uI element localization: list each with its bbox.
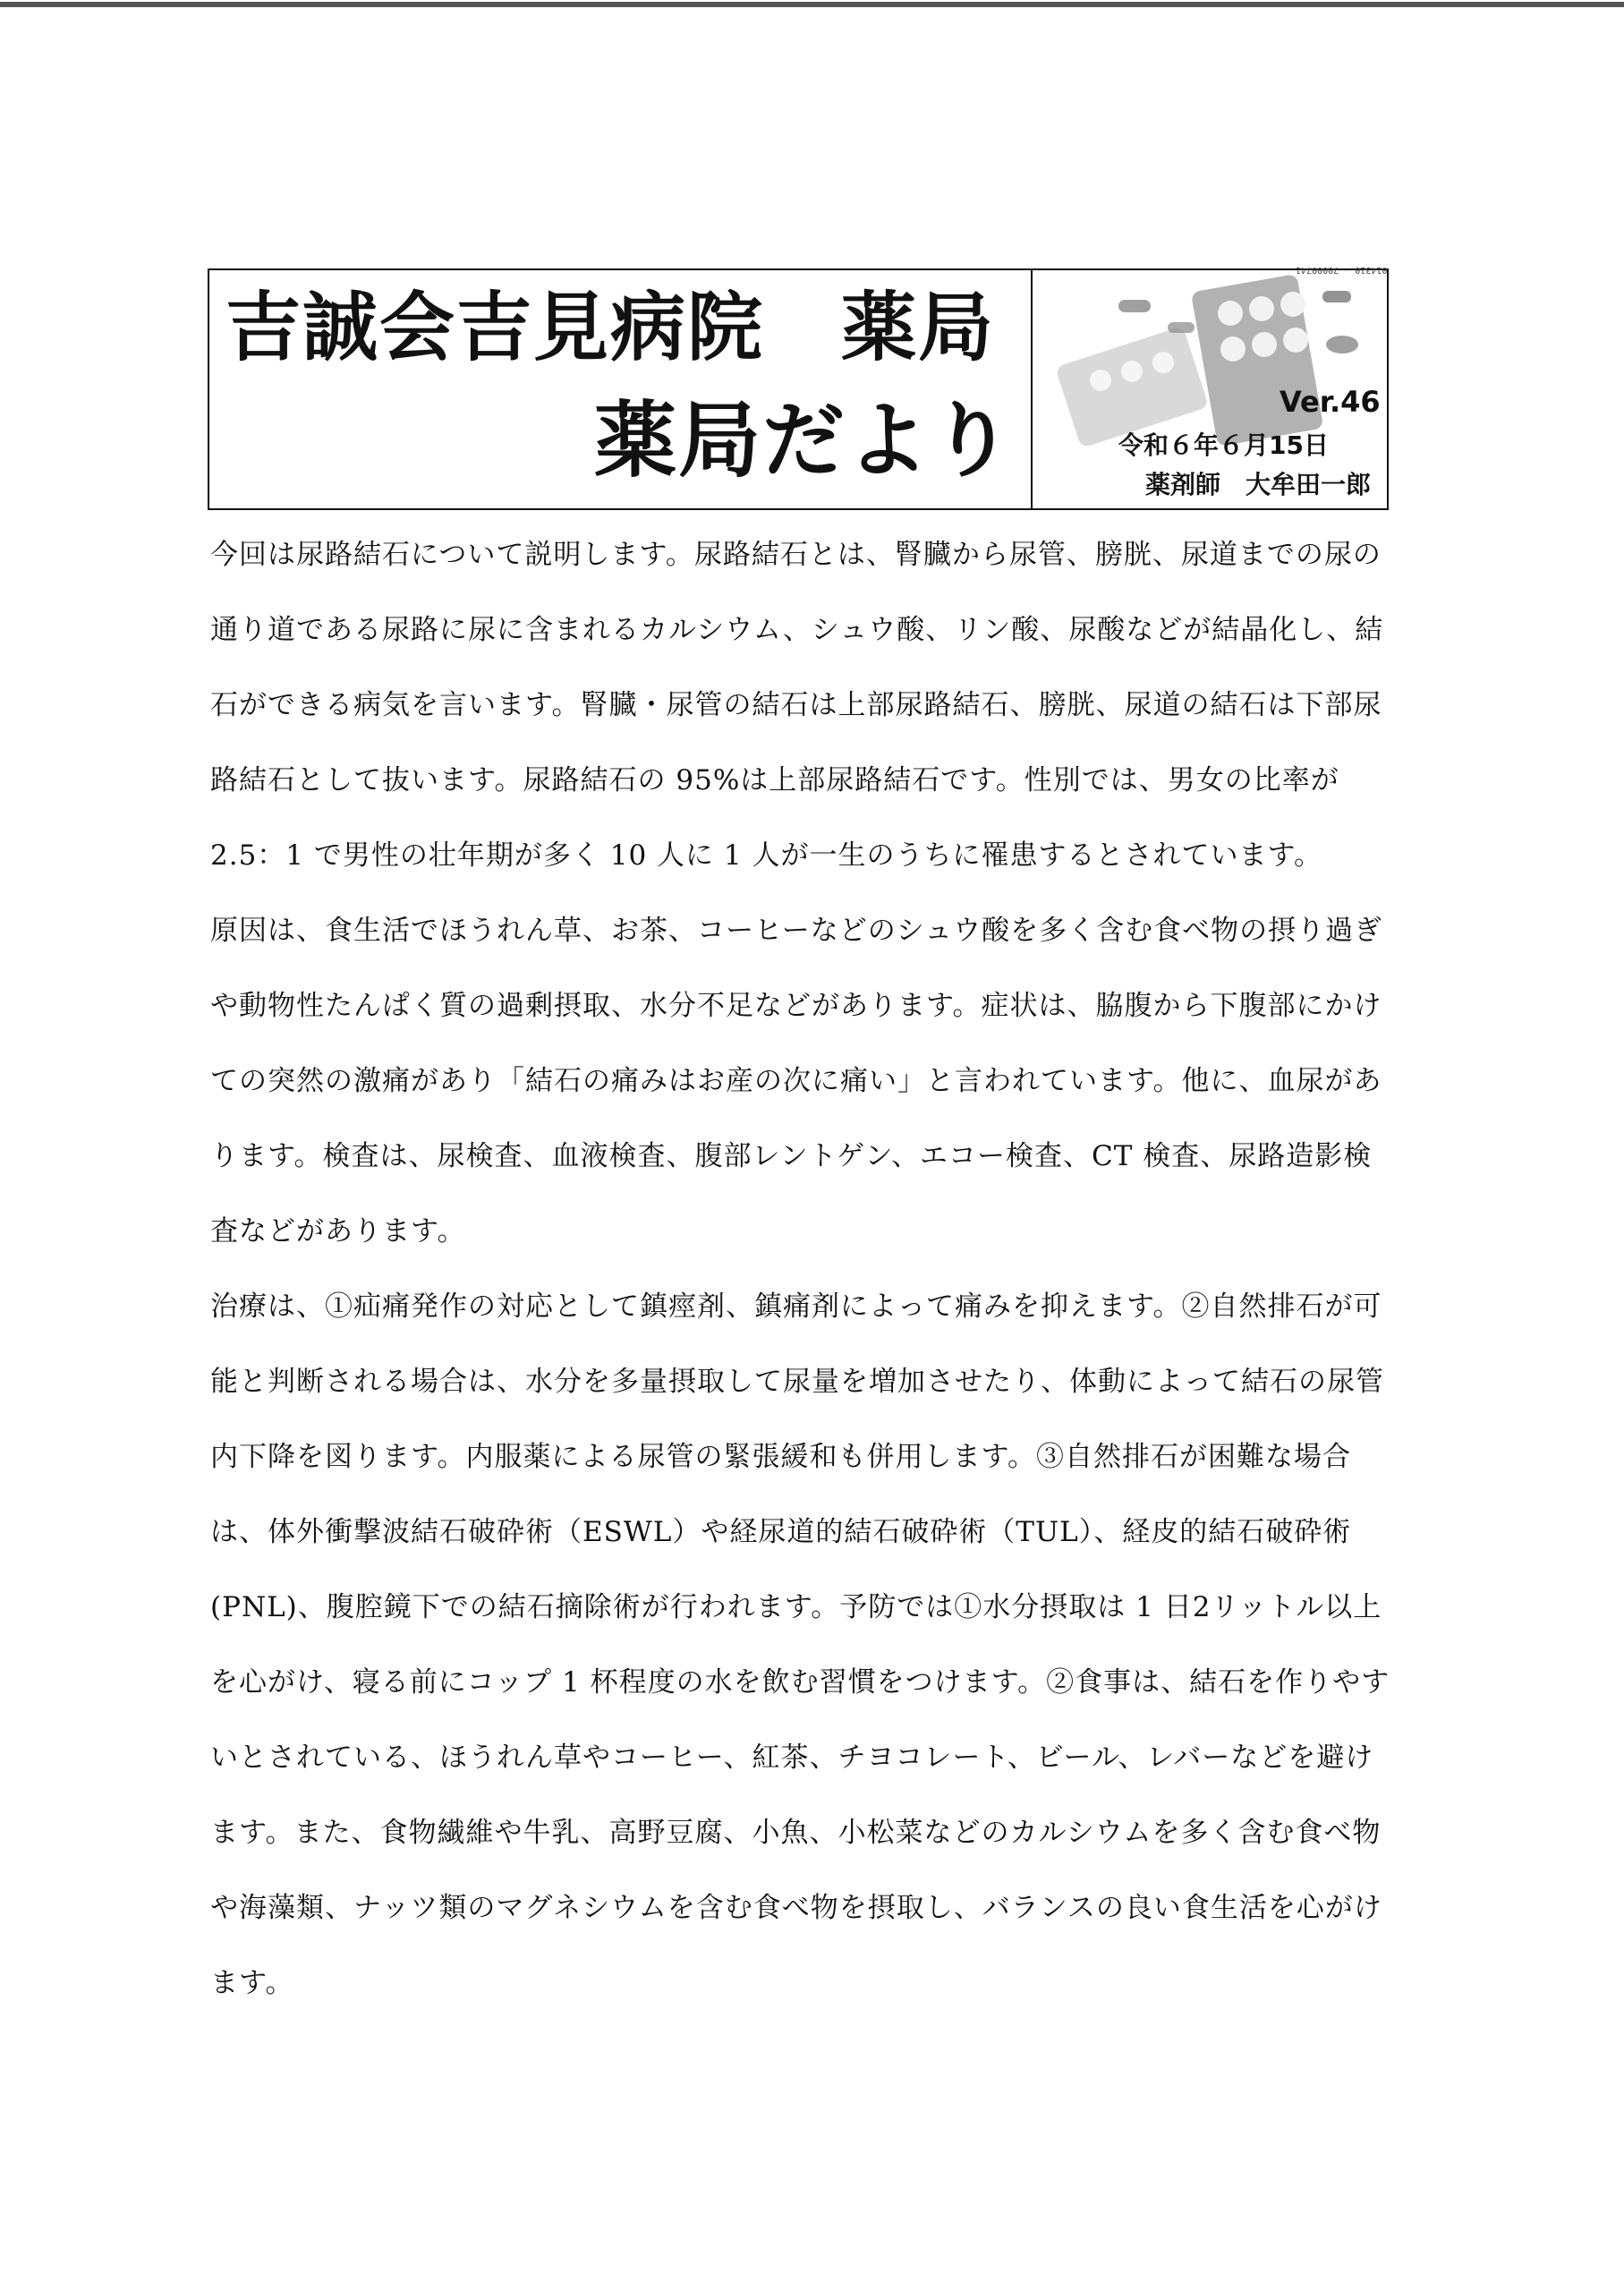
blister-pack-center bbox=[1191, 274, 1324, 447]
scan-tracking-code: 014310 - 70000741 bbox=[1296, 265, 1388, 275]
article-body bbox=[210, 517, 1400, 2021]
paragraph-treatment: 治療は、①疝痛発作の対応として鎮痙剤、鎮痛剤によって痛みを抑えます。②自然排石が可能と判断される場合は、水分を多量摂取して尿量を増加させたり、体動によって結石の尿管内下降を図ります。内服薬による尿管の緊張緩和も併用します。③自然排石が困難な場合は、体外衝撃波結石破砕術（ESWL）や経尿道的結石破砕術（TUL）、経皮的結石破砕術(PNL)、腹腔鏡下での結石摘除術が行われます。予防では①水分摂取は 1 日2リットル以上を心がけ、寝る前にコップ 1 杯程度の水を飲む習慣をつけます。②食事は、結石を作りやすいとされている、ほうれん草やコーヒー、紅茶、チヨコレート、ビール、レバーなどを避けます。また、食物繊維や牛乳、高野豆腐、小魚、小松菜などのカルシウムを多く含む食べ物や海藻類、ナッツ類のマグネシウムを含む食べ物を摂取し、バランスの良い食生活を心がけます。 bbox=[210, 1290, 1390, 1999]
version-label: Ver.46 bbox=[1280, 385, 1381, 419]
header-divider bbox=[1031, 270, 1033, 508]
hospital-name: 吉誠会吉見病院 薬局 bbox=[225, 284, 996, 371]
scan-top-edge bbox=[0, 2, 1624, 7]
issue-date: 令和６年６月15日 bbox=[1118, 430, 1329, 460]
newsletter-title: 薬局だより bbox=[594, 393, 1016, 489]
pill-blister-packs-illustration bbox=[1038, 273, 1387, 452]
paragraph-causes: 原因は、食生活でほうれん草、お茶、コーヒーなどのシュウ酸を多く含む食べ物の摂り過ぎや動物性たんぱく質の過剰摂取、水分不足などがあります。症状は、脇腹から下腹部にかけての突然の激痛があり「結石の痛みはお産の次に痛い」と言われています。他に、血尿があります。検査は、尿検査、血液検査、腹部レントゲン、エコー検査、CT 検査、尿路造影検査などがあります。 bbox=[210, 915, 1383, 1248]
paragraph-overview: 今回は尿路結石について説明します。尿路結石とは、腎臓から尿管、膀胱、尿道までの尿の通り道である尿路に尿に含まれるカルシウム、シュウ酸、リン酸、尿酸などが結晶化し、結石ができる病気を言います。腎臓・尿管の結石は上部尿路結石、膀胱、尿道の結石は下部尿路結石として抜います。尿路結石の 95%は上部尿路結石です。性別では、男女の比率が 2.5：1 で男性の壮年期が多く 10 人に 1 人が一生のうちに罹患するとされています。 bbox=[210, 539, 1384, 872]
author-name: 薬剤師 大牟田一郎 bbox=[1145, 470, 1372, 499]
